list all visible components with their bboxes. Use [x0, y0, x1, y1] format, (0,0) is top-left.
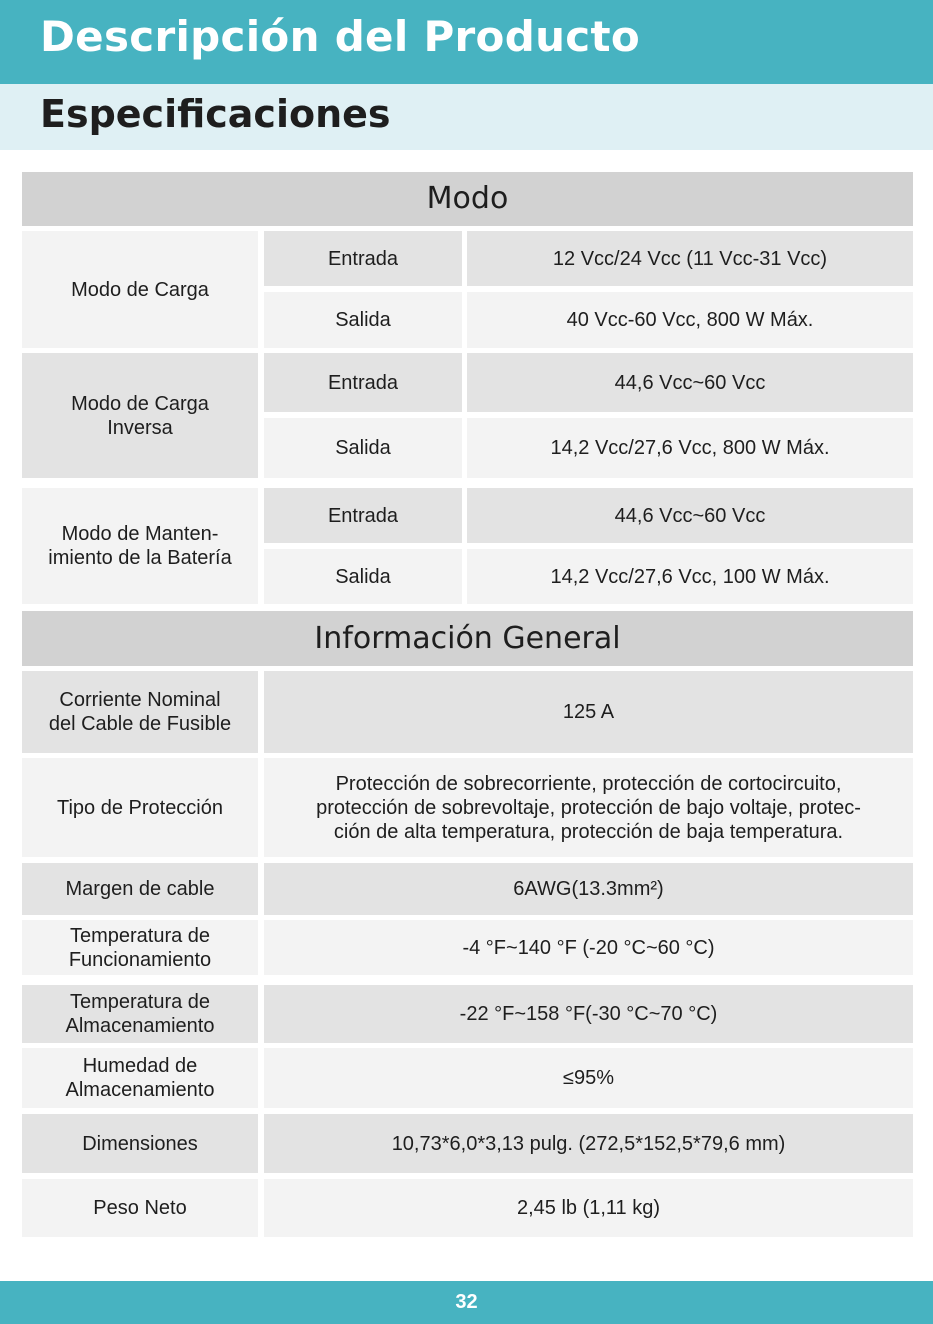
spec-label-cell: Margen de cable: [22, 863, 258, 915]
mode-label-carga: Modo de Carga: [22, 231, 258, 348]
spec-label-cell: Tipo de Protección: [22, 758, 258, 857]
io-value-cell: 44,6 Vcc~60 Vcc: [467, 353, 913, 412]
io-type-cell: Salida: [264, 549, 462, 604]
io-type-cell: Entrada: [264, 488, 462, 543]
title-banner: [0, 0, 933, 84]
io-type-cell: Salida: [264, 292, 462, 348]
label-line: Temperatura de: [69, 991, 211, 1013]
spec-value-cell: 125 A: [264, 671, 913, 753]
spec-label-cell: Peso Neto: [22, 1179, 258, 1237]
spec-value-cell: 2,45 lb (1,11 kg): [264, 1179, 913, 1237]
spec-value-cell: -4 °F~140 °F (-20 °C~60 °C): [264, 920, 913, 975]
spec-value-cell: -22 °F~158 °F(-30 °C~70 °C): [264, 985, 913, 1043]
spec-value-cell: ≤95%: [264, 1048, 913, 1108]
io-type-cell: Entrada: [264, 231, 462, 286]
label-line: Humedad de: [82, 1055, 198, 1077]
section-title: Especificaciones: [40, 92, 391, 136]
modo-heading: Modo: [22, 172, 913, 226]
spec-value-cell: [264, 758, 913, 857]
spec-label-cell: [22, 1048, 258, 1108]
label-line: Modo de Carga: [71, 392, 209, 415]
spec-label-cell: [22, 671, 258, 753]
io-value-cell: 44,6 Vcc~60 Vcc: [467, 488, 913, 543]
io-type-cell: Entrada: [264, 353, 462, 412]
spec-label-cell: [22, 985, 258, 1043]
label-line: Inversa: [107, 416, 173, 439]
value-line: protección de sobrevoltaje, protección de bajo voltaje, protec-: [316, 796, 861, 819]
subtitle-banner: [0, 84, 933, 150]
value-line: Protección de sobrecorriente, protección de cortocircuito,: [335, 772, 842, 795]
spec-label-cell: [22, 920, 258, 975]
label-line: Almacenamiento: [65, 1079, 215, 1101]
label-line: Almacenamiento: [65, 1015, 215, 1037]
footer-bar: [0, 1281, 933, 1324]
label-line: Corriente Nominal: [59, 689, 221, 711]
io-value-cell: 14,2 Vcc/27,6 Vcc, 800 W Máx.: [467, 418, 913, 478]
io-value-cell: 14,2 Vcc/27,6 Vcc, 100 W Máx.: [467, 549, 913, 604]
value-line: ción de alta temperatura, protección de baja temperatura.: [333, 820, 844, 843]
label-line: Funcionamiento: [68, 948, 212, 971]
label-line: del Cable de Fusible: [48, 713, 232, 735]
spec-value-cell: 10,73*6,0*3,13 pulg. (272,5*152,5*79,6 mm): [264, 1114, 913, 1173]
spec-label-cell: Dimensiones: [22, 1114, 258, 1173]
label-line: Temperatura de: [69, 924, 211, 947]
page-title: Descripción del Producto: [40, 12, 640, 61]
label-line: imiento de la Batería: [48, 547, 232, 569]
mode-label-mantenimiento: [22, 488, 258, 604]
io-value-cell: 40 Vcc-60 Vcc, 800 W Máx.: [467, 292, 913, 348]
info-heading: Información General: [22, 611, 913, 666]
io-type-cell: Salida: [264, 418, 462, 478]
io-value-cell: 12 Vcc/24 Vcc (11 Vcc-31 Vcc): [467, 231, 913, 286]
page-number: 32: [455, 1291, 478, 1313]
label-line: Modo de Manten-: [61, 523, 219, 545]
spec-value-cell: 6AWG(13.3mm²): [264, 863, 913, 915]
mode-label-carga-inversa: [22, 353, 258, 478]
